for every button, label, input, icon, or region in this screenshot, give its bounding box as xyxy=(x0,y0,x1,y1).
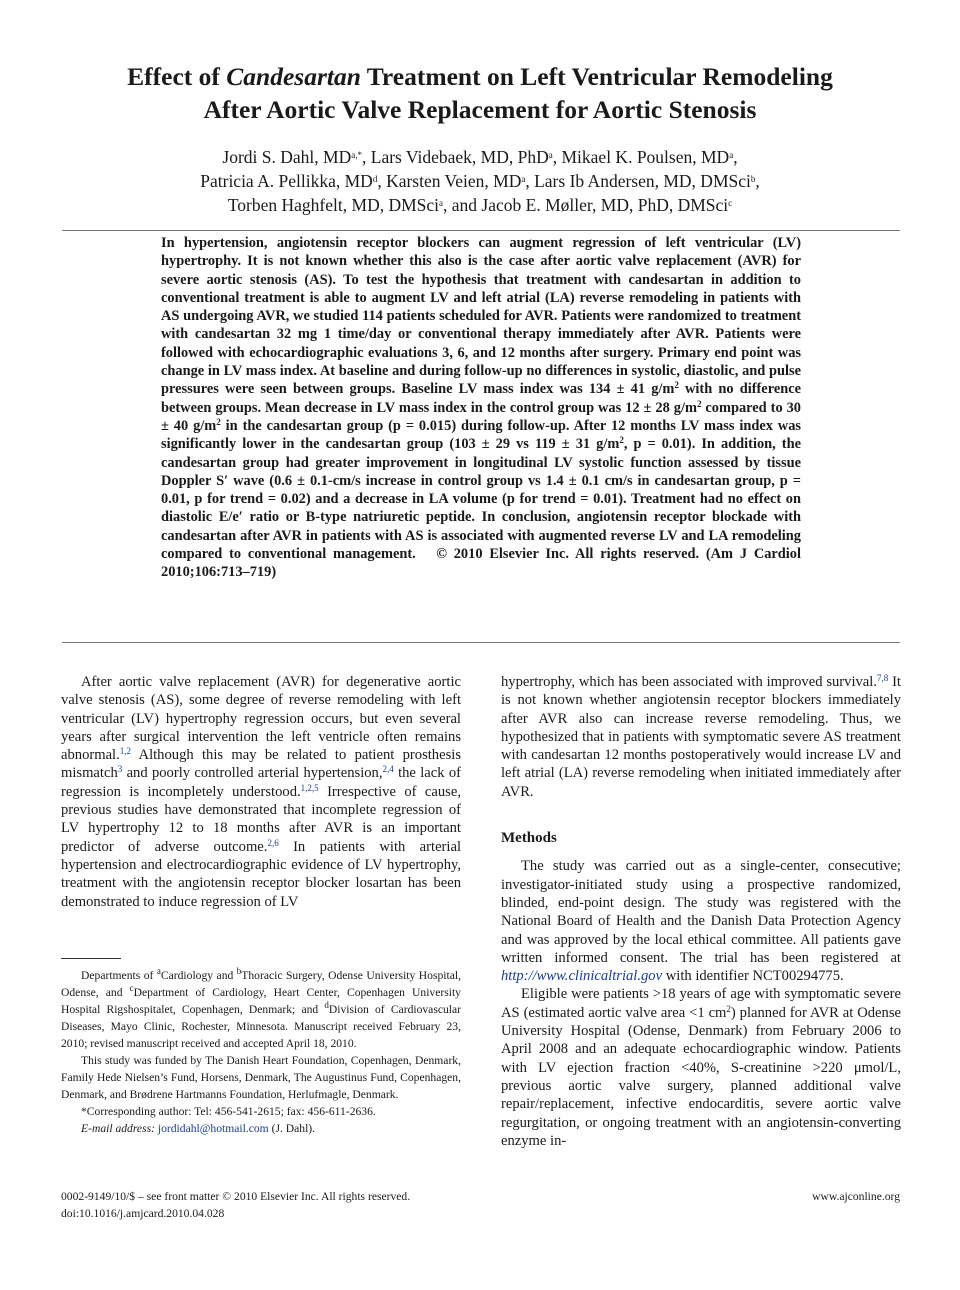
body-text: and poorly controlled arterial hypertension, xyxy=(122,765,383,782)
left-column xyxy=(61,673,461,911)
body-text: hypertrophy, which has been associated with improved survival. xyxy=(501,674,877,690)
title-text: Treatment on Left Ventricular Remodeling xyxy=(360,62,833,91)
corresponding-author-footnote: *Corresponding author: Tel: 456-541-2615; fax: 456-611-2636. xyxy=(81,1105,376,1118)
author-affiliation: b xyxy=(750,174,756,184)
methods-paragraph-1 xyxy=(501,857,901,985)
author-name: Lars Ib Andersen, MD, DMSci xyxy=(534,171,751,191)
abstract-text: compared to 30 ± 40 g/m xyxy=(161,399,801,434)
footnotes xyxy=(61,967,461,1137)
title-line-1 xyxy=(40,60,920,93)
body-text: Although this may be related to patient prosthesis mismatch xyxy=(61,747,461,782)
author-affiliation: d xyxy=(372,174,378,184)
body-text: the lack of regression is incompletely understood. xyxy=(61,765,461,800)
intro-paragraph-continued xyxy=(501,673,901,801)
footnote-text: Cardiology and xyxy=(160,969,237,982)
author-affiliation: a xyxy=(521,174,526,184)
body-text: It is not known whether angiotensin receptor blockers immediately after AVR also can increase reverse remodeling. Thus, we hypothesized that in patients with symptomatic severe AS treatment with candesartan 12 months postoperatively would increase LV and left atrial (LA) reverse remodeling when initiated immediately after AVR. xyxy=(501,674,901,800)
superscript: d xyxy=(324,1000,329,1010)
email-label: E-mail address: xyxy=(81,1122,155,1135)
author-name: Patricia A. Pellikka, MD xyxy=(200,171,373,191)
title-italic-drug: Candesartan xyxy=(226,62,361,91)
funding-footnote: This study was funded by The Danish Heart Foundation, Copenhagen, Denmark, Family Hede Nielsen’s Fund, Horsens, Denmark, The Augustinus Fund, Copenhagen, Denmark, and Brødrene Hartmanns Foundation, Herlufmagle, Denmark. xyxy=(61,1054,461,1101)
author-line-2: Patricia A. Pellikka, $MD^d$, Karsten Veien, $MD^a$, Lars Ib Andersen, MD, DMSci$^b$, xyxy=(200,171,760,191)
author-line-1: Jordi S. Dahl, $MD^{a,*}$, Lars Videbaek, MD, PhD$^a$, Mikael K. Poulsen, $MD^a$, xyxy=(222,147,738,167)
journal-website[interactable]: www.ajconline.org xyxy=(812,1190,900,1203)
abstract-citation: © 2010 Elsevier Inc. All rights reserved. (Am J Cardiol 2010;106:713–719) xyxy=(161,546,801,581)
footnote-rule xyxy=(61,958,121,959)
superscript: b xyxy=(236,966,242,976)
article-title xyxy=(40,60,920,126)
abstract-text: in the candesartan group (p = 0.015) during follow-up. After 12 months LV mass index was significantly lower in the candesartan group (103 ± 29 vs 119 ± 31 g/m xyxy=(161,417,801,453)
intro-paragraph xyxy=(61,673,461,911)
abstract-bottom-rule xyxy=(62,642,900,643)
superscript: a xyxy=(156,966,161,976)
title-line-2: After Aortic Valve Replacement for Aortic Stenosis xyxy=(203,95,757,124)
author-affiliation: a,* xyxy=(351,150,362,160)
superscript: 2 xyxy=(726,1003,731,1014)
reference-link[interactable]: 1,2,5 xyxy=(300,782,319,793)
reference-link[interactable]: 3 xyxy=(117,764,123,775)
affiliations-footnote xyxy=(61,967,461,1052)
abstract xyxy=(161,234,801,582)
footnote-text: Departments of xyxy=(81,969,157,982)
spacer xyxy=(501,847,901,857)
footnote-text: Department of Cardiology, Heart Center, Copenhagen University Hospital Rigshospitalet, Copenhagen, Denmark; and xyxy=(61,986,461,1016)
author-affiliation: a xyxy=(439,198,444,208)
author-affiliation: a xyxy=(548,150,553,160)
abstract-text: In hypertension, angiotensin receptor blockers can augment regression of left ventricular (LV) hypertrophy. It is not known whether this also is the case after aortic valve replacement (AVR) for severe aortic stenosis (AS). To test the hypothesis that treatment with candesartan in addition to conventional treatment is able to augment LV and left atrial (LA) reverse remodeling in patients with AS undergoing AVR, we studied 114 patients scheduled for AVR. Patients were randomized to treatment with candesartan 32 mg 1 time/day or conventional therapy immediately after AVR. Patients were followed with echocardiographic evaluations 3, 6, and 12 months after surgery. Primary end point was change in LV mass index. At baseline and during follow-up no differences in systolic, diastolic, and pulse pressures were seen between groups. Baseline LV mass index was 134 ± 41 g/m xyxy=(161,235,801,398)
footnote-text: (J. Dahl). xyxy=(268,1122,316,1135)
reference-link[interactable]: 2,4 xyxy=(382,764,394,775)
title-text: Effect of xyxy=(127,62,227,91)
reference-link[interactable]: 1,2 xyxy=(119,746,132,757)
author-name: Jordi S. Dahl, MD xyxy=(222,147,352,167)
superscript: 2 xyxy=(696,398,702,409)
author-name: Jacob E. Møller, MD, PhD, DMSci xyxy=(481,195,729,215)
methods-heading: Methods xyxy=(501,830,557,847)
author-list xyxy=(40,145,920,217)
author-name: Karsten Veien, MD xyxy=(386,171,522,191)
author-conjunction: and xyxy=(451,195,478,215)
body-text: Irrespective of cause, previous studies have demonstrated that incomplete regression of LV hypertrophy 12 to 18 months after AVR is an important predictor of adverse outcome. xyxy=(61,783,461,855)
body-text: Eligible were patients >18 years of age with symptomatic severe AS (estimated aortic valve area <1 cm xyxy=(501,986,901,1021)
author-name: Torben Haghfelt, MD, DMSci xyxy=(227,195,440,215)
author-affiliation: a xyxy=(729,150,734,160)
abstract-text: , p = 0.01). In addition, the candesartan group had greater improvement in longitudinal LV systolic function assessed by tissue Doppler S′ wave (0.6 ± 0.1-cm/s increase in control group vs 1.4 ± 0.1 cm/s in candesartan group, p = 0.01, p for trend = 0.02) and a decrease in LA volume (p for trend = 0.01). Treatment had no effect on diastolic E/e′ ratio or B-type natriuretic peptide. In conclusion, angiotensin receptor blockade with candesartan after AVR in patients with AS is associated with augmented reverse LV and LA remodeling compared to conventional management. xyxy=(161,436,801,563)
body-text: The study was carried out as a single-center, consecutive; investigator-initiated study using a prospective randomized, blinded, end-point design. The study was registered with the National Board of Health and the Danish Data Protection Agency and was approved by the local ethical committee. All patients gave written informed consent. The trial has been registered at xyxy=(501,858,901,966)
superscript: 2 xyxy=(216,416,221,427)
methods-paragraph-2 xyxy=(501,985,901,1150)
issn-line: 0002-9149/10/$ – see front matter © 2010 Elsevier Inc. All rights reserved. xyxy=(61,1190,411,1203)
superscript: c xyxy=(129,983,134,993)
superscript: 2 xyxy=(619,435,624,446)
email-footnote xyxy=(61,1120,461,1137)
reference-link[interactable]: 2,6 xyxy=(267,837,279,848)
abstract-top-rule xyxy=(62,230,900,231)
doi-line: doi:10.1016/j.amjcard.2010.04.028 xyxy=(61,1207,225,1220)
author-name: Lars Videbaek, MD, PhD xyxy=(370,147,549,167)
email-link[interactable]: jordidahl@hotmail.com xyxy=(157,1122,269,1135)
body-text: In patients with arterial hypertension and electrocardiographic evidence of LV hypertrophy, treatment with the angiotensin receptor blocker losartan has been demonstrated to induce regression of LV xyxy=(61,838,462,910)
superscript: 2 xyxy=(674,380,679,391)
body-text: ) planned for AVR at Odense University Hospital (Odense, Denmark) from February 2006 to April 2008 and an adequate echocardiographic window. Patients with LV ejection fraction <40%, S-creatinine >220 μmol/L, previous aortic valve surgery, planned additional valve repair/replacement, infective endocarditis, severe aortic valve regurgitation, or ongoing treatment with an angiotensin-converting enzyme in- xyxy=(501,1004,901,1149)
author-affiliation: c xyxy=(728,198,733,208)
right-column xyxy=(501,673,901,1150)
reference-link[interactable]: 7,8 xyxy=(877,673,889,683)
footnote-text: Division of Cardiovascular Diseases, Mayo Clinic, Rochester, Minnesota. Manuscript received February 23, 2010; revised manuscript received and accepted April 18, 2010. xyxy=(61,1003,462,1050)
footnote-text: Thoracic Surgery, Odense University Hospital, Odense, and xyxy=(61,969,461,999)
body-text: with identifier NCT00294775. xyxy=(662,968,844,985)
abstract-text: with no difference between groups. Mean decrease in LV mass index in the control group was 12 ± 28 g/m xyxy=(161,381,801,416)
spacer xyxy=(501,801,901,829)
author-line-3: Torben Haghfelt, MD, DMSci$^a$, and Jacob E. Møller, MD, PhD, DMSci$^c$ xyxy=(227,195,733,215)
clinicaltrial-link[interactable]: http://www.clinicaltrial.gov xyxy=(501,968,663,985)
footer-left xyxy=(61,1188,581,1222)
body-text: After aortic valve replacement (AVR) for degenerative aortic valve stenosis (AS), some degree of reverse remodeling with left ventricular (LV) hypertrophy regression occurs, but even several years after surgical intervention the left ventricle often remains abnormal. xyxy=(61,674,461,764)
author-name: Mikael K. Poulsen, MD xyxy=(561,147,730,167)
